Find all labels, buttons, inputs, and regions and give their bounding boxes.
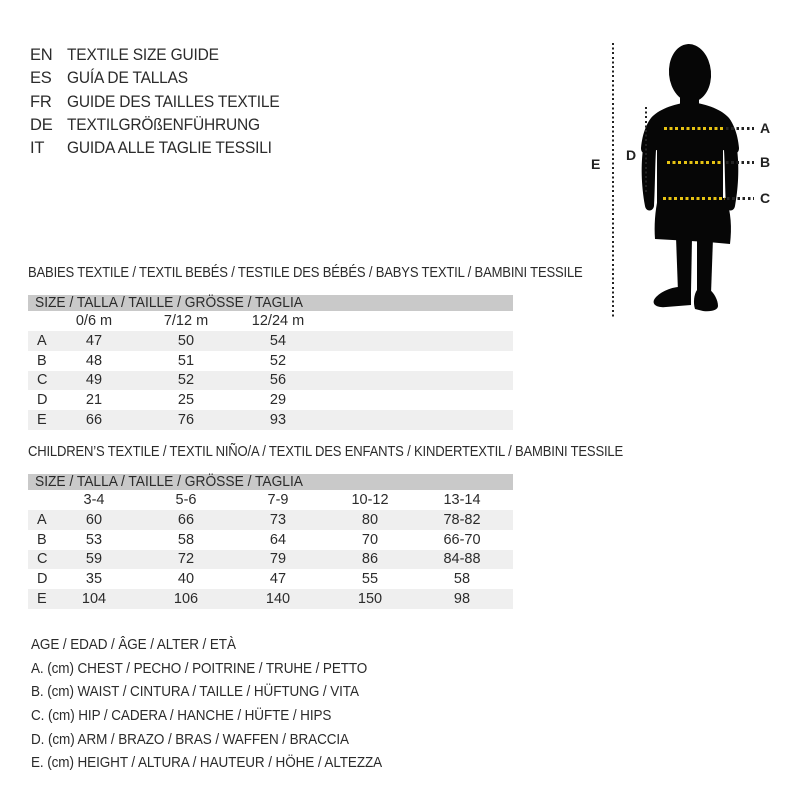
table-cell: 66-70 xyxy=(443,531,481,548)
children-section-title-text: CHILDREN’S TEXTILE / TEXTIL NIÑO/A / TEXTIL DES ENFANTS / KINDERTEXTIL / BAMBINI TESSILE xyxy=(28,444,624,460)
chest-measure-line-a xyxy=(664,127,724,130)
legend-line-waist xyxy=(31,680,421,704)
column-header: 7/12 m xyxy=(163,313,209,329)
column-header: 7-9 xyxy=(267,492,289,508)
table-cell: 60 xyxy=(85,511,103,528)
babies-table-body xyxy=(28,311,513,430)
row-label: E xyxy=(37,412,47,429)
table-cell: 86 xyxy=(361,551,379,568)
legend-text: D. (cm) ARM / BRAZO / BRAS / WAFFEN / BRACCIA xyxy=(31,730,349,748)
row-label: D xyxy=(37,392,48,409)
waist-leader-line-b xyxy=(726,161,754,164)
table-cell: 73 xyxy=(269,511,287,528)
row-label: C xyxy=(37,372,48,389)
table-header-row xyxy=(28,311,513,331)
table-cell: 66 xyxy=(85,412,103,429)
table-cell: 70 xyxy=(361,531,379,548)
table-cell: 84-88 xyxy=(443,551,481,568)
lang-row-es xyxy=(30,67,293,90)
lang-code: FR xyxy=(30,92,52,111)
table-cell: 52 xyxy=(177,372,195,389)
chest-leader-line-a xyxy=(726,127,754,130)
table-cell: 25 xyxy=(177,392,195,409)
legend-line-age xyxy=(31,633,421,657)
lang-code: EN xyxy=(30,46,53,65)
table-cell: 58 xyxy=(177,531,195,548)
column-header: 10-12 xyxy=(351,492,389,508)
lang-title: GUIDE DES TAILLES TEXTILE xyxy=(67,92,280,111)
lang-code: ES xyxy=(30,69,52,88)
waist-measure-line-b xyxy=(667,161,722,164)
row-label: B xyxy=(37,352,47,369)
table-cell: 52 xyxy=(269,352,287,369)
table-cell: 48 xyxy=(85,352,103,369)
table-cell: 40 xyxy=(177,571,195,588)
children-size-table xyxy=(28,474,513,609)
table-cell: 104 xyxy=(81,591,107,608)
children-section-title xyxy=(28,444,689,460)
measure-label-e: E xyxy=(591,156,601,172)
table-cell: 76 xyxy=(177,412,195,429)
row-label: A xyxy=(37,511,47,528)
lang-title: GUÍA DE TALLAS xyxy=(67,69,188,88)
table-cell: 35 xyxy=(85,571,103,588)
hip-leader-line-c xyxy=(727,197,754,200)
table-row xyxy=(28,410,513,430)
column-header: 13-14 xyxy=(443,492,481,508)
table-cell: 66 xyxy=(177,511,195,528)
table-cell: 53 xyxy=(85,531,103,548)
column-header: 12/24 m xyxy=(251,313,305,329)
table-row xyxy=(28,331,513,351)
babies-section-title xyxy=(28,265,644,281)
legend-line-chest xyxy=(31,657,421,681)
table-cell: 78-82 xyxy=(443,511,481,528)
lang-row-en xyxy=(30,44,293,67)
table-row xyxy=(28,569,513,589)
babies-section-title-text: BABIES TEXTILE / TEXTIL BEBÉS / TESTILE DES BÉBÉS / BABYS TEXTIL / BAMBINI TESSILE xyxy=(28,265,583,281)
table-cell: 29 xyxy=(269,392,287,409)
table-row xyxy=(28,351,513,371)
babies-size-table xyxy=(28,295,513,430)
table-cell: 98 xyxy=(453,591,471,608)
column-header: 3-4 xyxy=(83,492,105,508)
hip-measure-line-c xyxy=(663,197,725,200)
table-cell: 50 xyxy=(177,332,195,349)
lang-row-it xyxy=(30,137,293,160)
measure-label-d: D xyxy=(626,147,637,163)
lang-code: IT xyxy=(30,139,45,158)
lang-row-fr xyxy=(30,91,293,114)
lang-title: GUIDA ALLE TAGLIE TESSILI xyxy=(67,139,272,158)
language-title-block xyxy=(30,44,293,160)
column-header: 0/6 m xyxy=(75,313,113,329)
size-header-bar xyxy=(28,295,513,311)
table-cell: 21 xyxy=(85,392,103,409)
table-cell: 49 xyxy=(85,372,103,389)
table-cell: 59 xyxy=(85,551,103,568)
legend-line-arm xyxy=(31,727,421,751)
children-table-body xyxy=(28,490,513,609)
table-cell: 106 xyxy=(173,591,199,608)
lang-title: TEXTILE SIZE GUIDE xyxy=(67,46,219,65)
table-row xyxy=(28,390,513,410)
table-row xyxy=(28,371,513,391)
lang-code: DE xyxy=(30,116,53,135)
row-label: C xyxy=(37,551,48,568)
row-label: E xyxy=(37,591,47,608)
size-header-label: SIZE / TALLA / TAILLE / GRÖSSE / TAGLIA xyxy=(35,474,303,490)
table-cell: 72 xyxy=(177,551,195,568)
table-cell: 54 xyxy=(269,332,287,349)
table-row xyxy=(28,550,513,570)
table-cell: 80 xyxy=(361,511,379,528)
measure-label-a: A xyxy=(760,120,771,136)
row-label: D xyxy=(37,571,48,588)
child-silhouette xyxy=(638,42,771,322)
table-cell: 64 xyxy=(269,531,287,548)
torso-measure-line-d xyxy=(645,107,647,192)
size-header-label: SIZE / TALLA / TAILLE / GRÖSSE / TAGLIA xyxy=(35,295,303,311)
measure-label-c: C xyxy=(760,190,771,206)
legend-text: AGE / EDAD / ÂGE / ALTER / ETÀ xyxy=(31,636,236,654)
table-cell: 55 xyxy=(361,571,379,588)
size-header-bar xyxy=(28,474,513,490)
column-header: 5-6 xyxy=(175,492,197,508)
table-cell: 47 xyxy=(269,571,287,588)
legend-text: C. (cm) HIP / CADERA / HANCHE / HÜFTE / HIPS xyxy=(31,707,332,725)
table-header-row xyxy=(28,490,513,510)
table-cell: 150 xyxy=(357,591,383,608)
table-cell: 47 xyxy=(85,332,103,349)
lang-title: TEXTILGRÖßENFÜHRUNG xyxy=(67,116,260,135)
table-cell: 58 xyxy=(453,571,471,588)
legend-text: E. (cm) HEIGHT / ALTURA / HAUTEUR / HÖHE / ALTEZZA xyxy=(31,754,383,772)
legend-line-height xyxy=(31,751,421,775)
table-row xyxy=(28,589,513,609)
table-cell: 93 xyxy=(269,412,287,429)
row-label: A xyxy=(37,332,47,349)
measure-label-b: B xyxy=(760,154,771,170)
legend-text: A. (cm) CHEST / PECHO / POITRINE / TRUHE / PETTO xyxy=(31,659,368,677)
legend-line-hip xyxy=(31,704,421,728)
legend-text: B. (cm) WAIST / CINTURA / TAILLE / HÜFTUNG / VITA xyxy=(31,683,359,701)
table-cell: 140 xyxy=(265,591,291,608)
table-cell: 56 xyxy=(269,372,287,389)
table-row xyxy=(28,530,513,550)
table-row xyxy=(28,510,513,530)
lang-row-de xyxy=(30,114,293,137)
table-cell: 51 xyxy=(177,352,195,369)
measurement-legend xyxy=(31,633,421,775)
table-cell: 79 xyxy=(269,551,287,568)
row-label: B xyxy=(37,531,47,548)
